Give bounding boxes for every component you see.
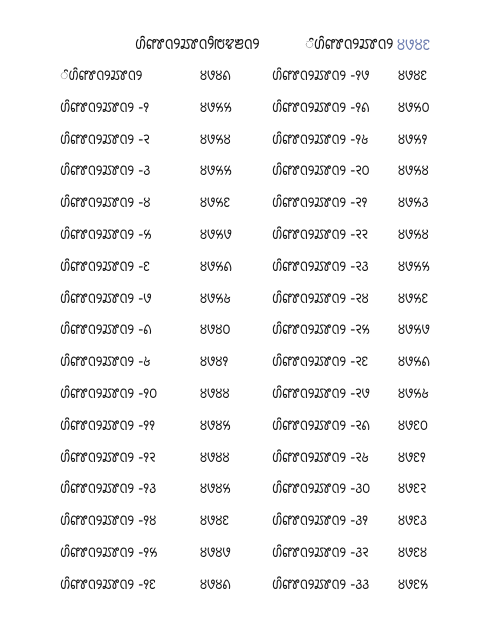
toc-entry-page[interactable]: ꣔꣗꣔꣕ bbox=[200, 417, 231, 434]
toc-entry-label[interactable]: ꢔꢶꢥꢸꢡꢾꢬꢸꢡꢾ -꣒꣑ bbox=[272, 195, 368, 212]
toc-entry-label[interactable]: ꢔꢶꢥꢸꢡꢾꢬꢸꢡꢾ -꣒꣘ bbox=[272, 417, 370, 434]
toc-entry-label[interactable]: ꢔꢶꢥꢸꢡꢾꢬꢸꢡꢾ -꣓꣐ bbox=[272, 481, 371, 498]
toc-row bbox=[0, 575, 494, 607]
toc-entry-page[interactable]: ꣔꣗꣕꣗ bbox=[200, 226, 232, 243]
toc-entry-label[interactable]: ꢔꢶꢥꢸꢡꢾꢬꢸꢡꢾ -꣑꣗ bbox=[272, 68, 370, 84]
toc-row bbox=[0, 320, 494, 352]
toc-row bbox=[0, 352, 494, 384]
toc-entry-page[interactable]: ꣔꣗꣖꣓ bbox=[398, 513, 427, 530]
toc-entry-page[interactable]: ꣔꣗꣕꣔ bbox=[398, 163, 429, 180]
page-number: ꣔꣗꣔꣖ bbox=[397, 35, 431, 54]
toc-entry-label[interactable]: ꢔꢶꢥꢸꢡꢾꢬꢸꢡꢾ -꣖ bbox=[60, 258, 150, 275]
toc-entry-page[interactable]: ꣔꣗꣕꣘ bbox=[200, 258, 232, 275]
toc-entry-page[interactable]: ꣔꣗꣕꣐ bbox=[398, 99, 430, 116]
toc-entry-label[interactable]: ꢔꢶꢥꢸꢡꢾꢬꢸꢡꢾ -꣑꣕ bbox=[60, 544, 158, 561]
table-of-contents bbox=[0, 66, 494, 607]
toc-entry-page[interactable]: ꣔꣗꣕꣕ bbox=[398, 258, 430, 275]
toc-entry-page[interactable]: ꣔꣗꣕꣕ bbox=[200, 163, 232, 180]
toc-entry-page[interactable]: ꣔꣗꣖꣒ bbox=[398, 481, 427, 498]
toc-entry-label[interactable]: ꢔꢶꢥꢸꢡꢾꢬꢸꢡꢾ -꣓ bbox=[60, 163, 151, 180]
toc-entry-label[interactable]: ꢔꢶꢥꢸꢡꢾꢬꢸꢡꢾ -꣑꣔ bbox=[60, 513, 157, 530]
toc-entry-label[interactable]: ꢔꢶꢥꢸꢡꢾꢬꢸꢡꢾ -꣓꣓ bbox=[272, 576, 370, 593]
toc-entry-page[interactable]: ꣔꣗꣔꣔ bbox=[200, 449, 230, 466]
toc-row bbox=[0, 289, 494, 321]
toc-entry-page[interactable]: ꣔꣗꣕꣖ bbox=[200, 195, 231, 212]
toc-entry-page[interactable]: ꣔꣗꣔꣔ bbox=[200, 385, 230, 402]
toc-entry-page[interactable]: ꣔꣗꣔꣘ bbox=[200, 576, 231, 593]
toc-row bbox=[0, 130, 494, 162]
toc-entry-label[interactable]: ꢔꢶꢥꢸꢡꢾꢬꢸꢡꢾ -꣑꣖ bbox=[60, 576, 156, 593]
toc-entry-page[interactable]: ꣔꣗꣕꣙ bbox=[398, 385, 429, 402]
toc-row bbox=[0, 66, 494, 98]
toc-entry-label[interactable]: ꢔꢶꢥꢸꢡꢾꢬꢸꢡꢾ -꣒꣓ bbox=[272, 258, 369, 275]
toc-entry-label[interactable]: ꢔꢶꢥꢸꢡꢾꢬꢸꢡꢾ -꣒ bbox=[60, 131, 150, 148]
page-header bbox=[0, 30, 494, 64]
toc-entry-page[interactable]: ꣔꣗꣕꣓ bbox=[398, 195, 429, 212]
toc-entry-page[interactable]: ꣔꣗꣔꣖ bbox=[398, 68, 428, 84]
toc-entry-label[interactable]: ꢔꢶꢥꢸꢡꢾꢬꢸꢡꢾ -꣗ bbox=[60, 290, 152, 307]
toc-entry-label[interactable]: ꢔꢶꢥꢸꢡꢾꢬꢸꢡꢾ -꣒꣙ bbox=[272, 449, 369, 466]
toc-entry-page[interactable]: ꣔꣗꣖꣕ bbox=[398, 576, 429, 593]
toc-entry-label[interactable]: ꢔꢶꢥꢸꢡꢾꢬꢸꢡꢾ -꣑꣘ bbox=[272, 99, 370, 116]
toc-entry-label[interactable]: ꢔꢶꢥꢸꢡꢾꢬꢸꢡꢾ -꣑꣐ bbox=[60, 385, 158, 402]
toc-row bbox=[0, 161, 494, 193]
toc-entry-page[interactable]: ꣔꣗꣔꣐ bbox=[200, 322, 231, 339]
toc-entry-label[interactable]: ꢔꢶꢥꢸꢡꢾꢬꢸꢡꢾ -꣒꣒ bbox=[272, 226, 368, 243]
toc-entry-label[interactable]: ꢔꢶꢥꢸꢡꢾꢬꢸꢡꢾ -꣑꣒ bbox=[60, 449, 156, 466]
toc-entry-page[interactable]: ꣔꣗꣔꣑ bbox=[200, 354, 229, 371]
toc-entry-label[interactable]: ꢔꢶꢥꢸꢡꢾꢬꢸꢡꢾ -꣕ bbox=[60, 226, 152, 243]
toc-row bbox=[0, 225, 494, 257]
toc-entry-label[interactable]: ꢔꢶꢥꢸꢡꢾꢬꢸꢡꢾ -꣒꣖ bbox=[272, 354, 369, 371]
toc-entry-page[interactable]: ꣔꣗꣕꣔ bbox=[200, 131, 231, 148]
toc-entry-page[interactable]: ꣔꣗꣕꣑ bbox=[398, 131, 428, 148]
toc-row bbox=[0, 193, 494, 225]
toc-entry-page[interactable]: ꣔꣗꣕꣔ bbox=[398, 226, 429, 243]
toc-row bbox=[0, 416, 494, 448]
toc-entry-label[interactable]: ꢔꢶꢥꢸꢡꢾꢬꢸꢡꢾ -꣒꣐ bbox=[272, 163, 370, 180]
toc-entry-label[interactable]: ꢔꢶꢥꢸꢡꢾꢬꢸꢡꢾ -꣑꣓ bbox=[60, 481, 157, 498]
toc-entry-label[interactable]: ꢔꢶꢥꢸꢡꢾꢬꢸꢡꢾ -꣒꣗ bbox=[272, 385, 370, 402]
toc-row bbox=[0, 448, 494, 480]
toc-row bbox=[0, 511, 494, 543]
toc-entry-page[interactable]: ꣔꣗꣕꣘ bbox=[398, 354, 430, 371]
toc-entry-page[interactable]: ꣔꣗꣖꣐ bbox=[398, 417, 428, 434]
toc-entry-page[interactable]: ꣔꣗꣔꣖ bbox=[200, 513, 230, 530]
toc-entry-page[interactable]: ꣔꣗꣕꣕ bbox=[200, 99, 232, 116]
toc-row bbox=[0, 543, 494, 575]
toc-entry-page[interactable]: ꣔꣗꣖꣑ bbox=[398, 449, 426, 466]
toc-row bbox=[0, 479, 494, 511]
toc-entry-label[interactable]: ꢔꢶꢥꢸꢡꢾꢬꢸꢡꢾ -꣒꣔ bbox=[272, 290, 369, 307]
toc-entry-page[interactable]: ꣔꣗꣖꣔ bbox=[398, 544, 428, 561]
toc-row bbox=[0, 384, 494, 416]
toc-entry-page[interactable]: ꣔꣗꣔꣗ bbox=[200, 544, 231, 561]
toc-entry-label[interactable]: ꢔꢶꢥꢸꢡꢾꢬꢸꢡꢾ -꣓꣒ bbox=[272, 544, 369, 561]
toc-entry-page[interactable]: ꣔꣗꣕꣖ bbox=[398, 290, 429, 307]
toc-row bbox=[0, 98, 494, 130]
toc-entry-label[interactable]: ꢶꢔꢶꢥꢸꢡꢾꢬꢸꢡꢾ bbox=[60, 68, 143, 84]
toc-entry-label[interactable]: ꢔꢶꢥꢸꢡꢾꢬꢸꢡꢾ -꣙ bbox=[60, 354, 151, 371]
index-label: ꢶꢔꢶꢥꢸꢡꢾꢬꢸꢡꢾ bbox=[305, 35, 394, 53]
toc-entry-page[interactable]: ꣔꣗꣕꣙ bbox=[200, 290, 231, 307]
toc-entry-page[interactable]: ꣔꣗꣔꣕ bbox=[200, 481, 231, 498]
toc-row bbox=[0, 257, 494, 289]
document-title: ꢔꢶꢥꢸꢡꢾꢬꢸꢡꢾꢶꢱꢢꢨꢡꢾ bbox=[135, 35, 260, 53]
toc-entry-label[interactable]: ꢔꢶꢥꢸꢡꢾꢬꢸꢡꢾ -꣘ bbox=[60, 322, 152, 339]
toc-entry-label[interactable]: ꢔꢶꢥꢸꢡꢾꢬꢸꢡꢾ -꣔ bbox=[60, 195, 151, 212]
toc-entry-label[interactable]: ꢔꢶꢥꢸꢡꢾꢬꢸꢡꢾ -꣒꣕ bbox=[272, 322, 370, 339]
toc-entry-label[interactable]: ꢔꢶꢥꢸꢡꢾꢬꢸꢡꢾ -꣑꣑ bbox=[60, 417, 156, 434]
toc-entry-page[interactable]: ꣔꣗꣕꣗ bbox=[398, 322, 430, 339]
toc-entry-label[interactable]: ꢔꢶꢥꢸꢡꢾꢬꢸꢡꢾ -꣑꣙ bbox=[272, 131, 369, 148]
toc-entry-label[interactable]: ꢔꢶꢥꢸꢡꢾꢬꢸꢡꢾ -꣑ bbox=[60, 99, 150, 116]
toc-entry-label[interactable]: ꢔꢶꢥꢸꢡꢾꢬꢸꢡꢾ -꣓꣑ bbox=[272, 513, 369, 530]
toc-entry-page[interactable]: ꣔꣗꣔꣘ bbox=[200, 68, 231, 84]
